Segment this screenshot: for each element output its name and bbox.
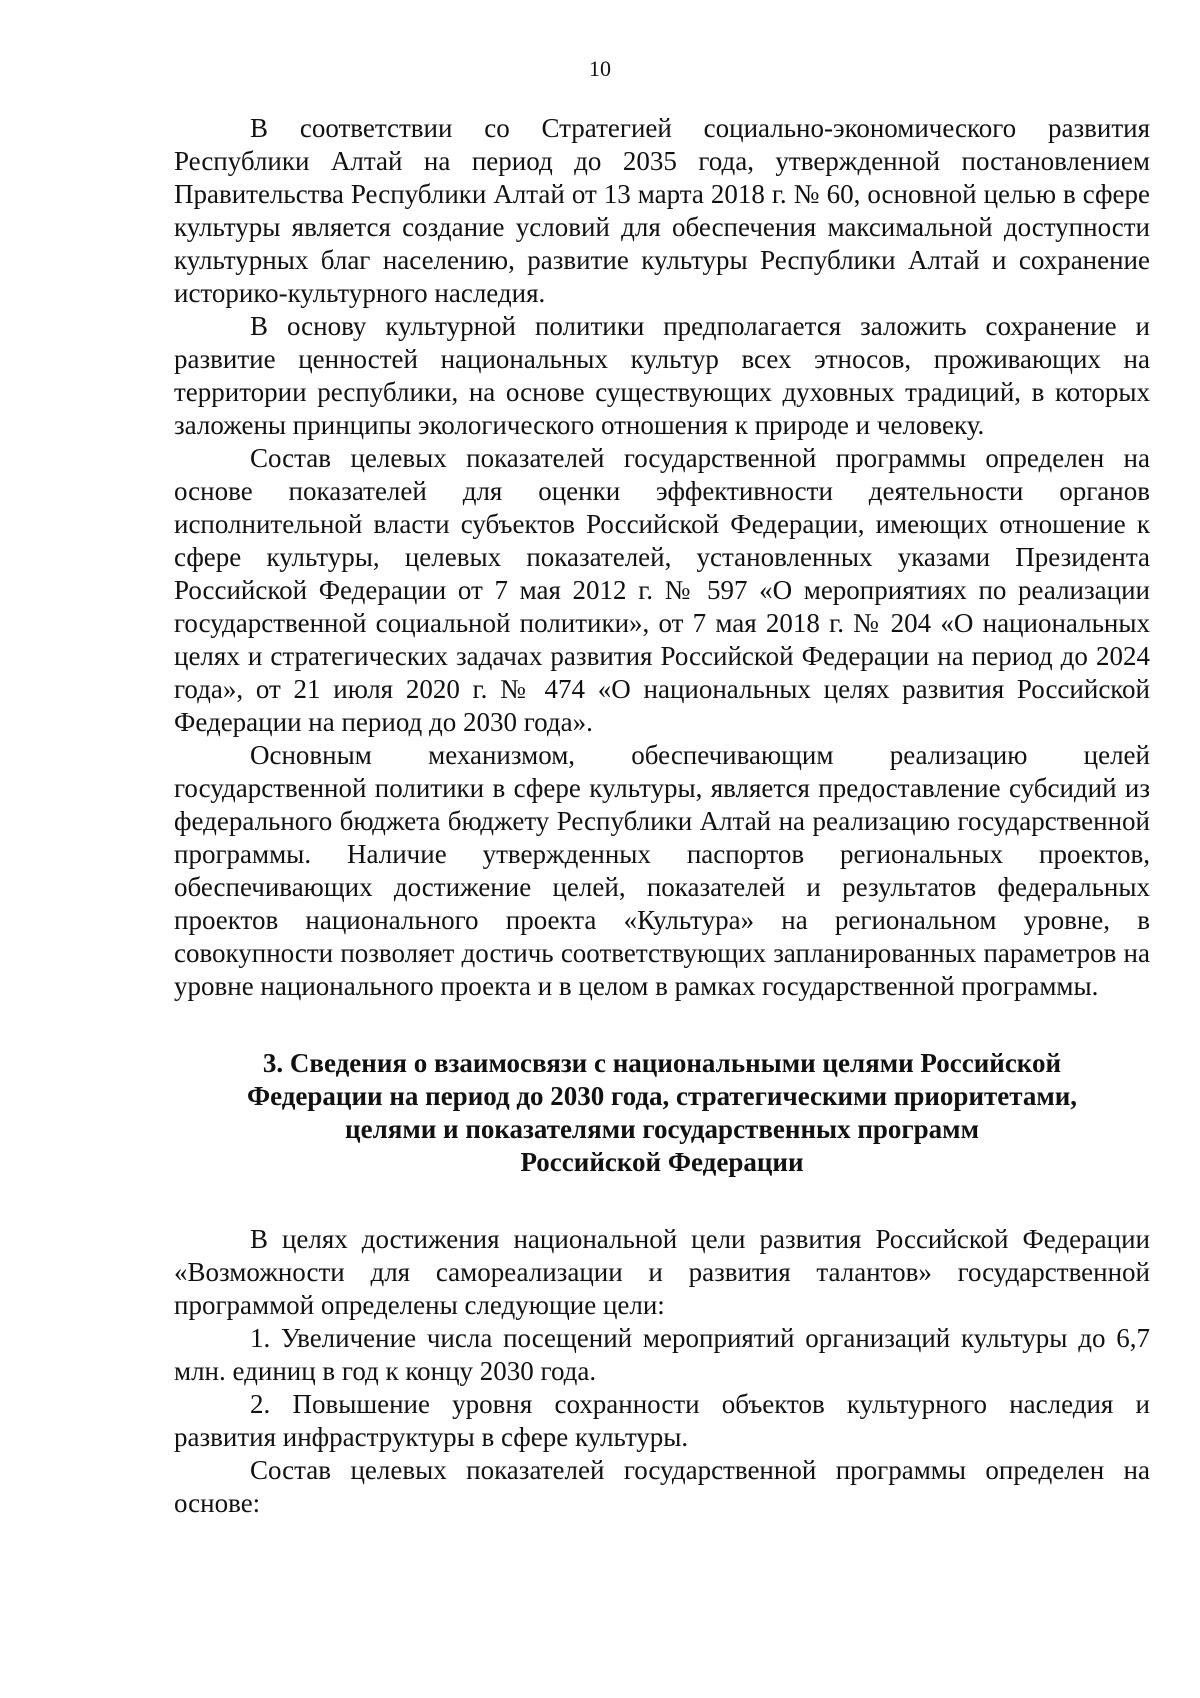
page-number: 10 (589, 56, 611, 81)
paragraph-national-goal: В целях достижения национальной цели развития Российской Федерации «Возможности для самореализации и развития талантов» государственной программой определены следующие цели: (174, 1224, 1150, 1320)
section-heading-line: 3. Сведения о взаимосвязи с национальными целями Российской (262, 1048, 1062, 1078)
paragraph-indicators: Состав целевых показателей государственной программы определен на основе показателей для оценки эффективности деятельности органов исполнительной власти субъектов Российской Федерации, имеющих отношение к сфере культуры, целевых показателей, установленных указами Президента Российской Федерации от 7 мая 2012 г. № 597 «О мероприятиях по реализации государственной социальной политики», от 7 мая 2018 г. № 204 «О национальных целях и стратегических задачах развития Российской Федерации на период до 2024 года», от 21 июля 2020 г. № 474 «О национальных целях развития Российской Федерации на период до 2030 года». (174, 443, 1150, 737)
paragraph-goal-1: 1. Увеличение числа посещений мероприятий организаций культуры до 6,7 млн. единиц в год к концу 2030 года. (174, 1323, 1150, 1386)
paragraph-indicators-basis: Состав целевых показателей государственной программы определен на основе: (174, 1455, 1150, 1518)
section-heading (174, 1047, 1150, 1179)
section-heading-line: Российской Федерации (520, 1147, 804, 1177)
section-heading-line: целями и показателями государственных программ (345, 1114, 979, 1144)
paragraph-cultural-policy: В основу культурной политики предполагается заложить сохранение и развитие ценностей национальных культур всех этносов, проживающих на территории республики, на основе существующих духовных традиций, в которых заложены принципы экологического отношения к природе и человеку. (174, 311, 1150, 440)
document-body (174, 112, 1150, 1520)
paragraph-mechanism: Основным механизмом, обеспечивающим реализацию целей государственной политики в сфере культуры, является предоставление субсидий из федерального бюджета бюджету Республики Алтай на реализацию государственной программы. Наличие утвержденных паспортов региональных проектов, обеспечивающих достижение целей, показателей и результатов федеральных проектов национального проекта «Культура» на региональном уровне, в совокупности позволяет достичь соответствующих запланированных параметров на уровне национального проекта и в целом в рамках государственной программы. (174, 740, 1150, 1001)
paragraph-strategy: В соответствии со Стратегией социально-экономического развития Республики Алтай на период до 2035 года, утвержденной постановлением Правительства Республики Алтай от 13 марта 2018 г. № 60, основной целью в сфере культуры является создание условий для обеспечения максимальной доступности культурных благ населению, развитие культуры Республики Алтай и сохранение историко-культурного наследия. (174, 113, 1150, 308)
paragraph-goal-2: 2. Повышение уровня сохранности объектов культурного наследия и развития инфраструктуры в сфере культуры. (174, 1389, 1150, 1452)
section-heading-line: Федерации на период до 2030 года, стратегическими приоритетами, (246, 1081, 1078, 1111)
